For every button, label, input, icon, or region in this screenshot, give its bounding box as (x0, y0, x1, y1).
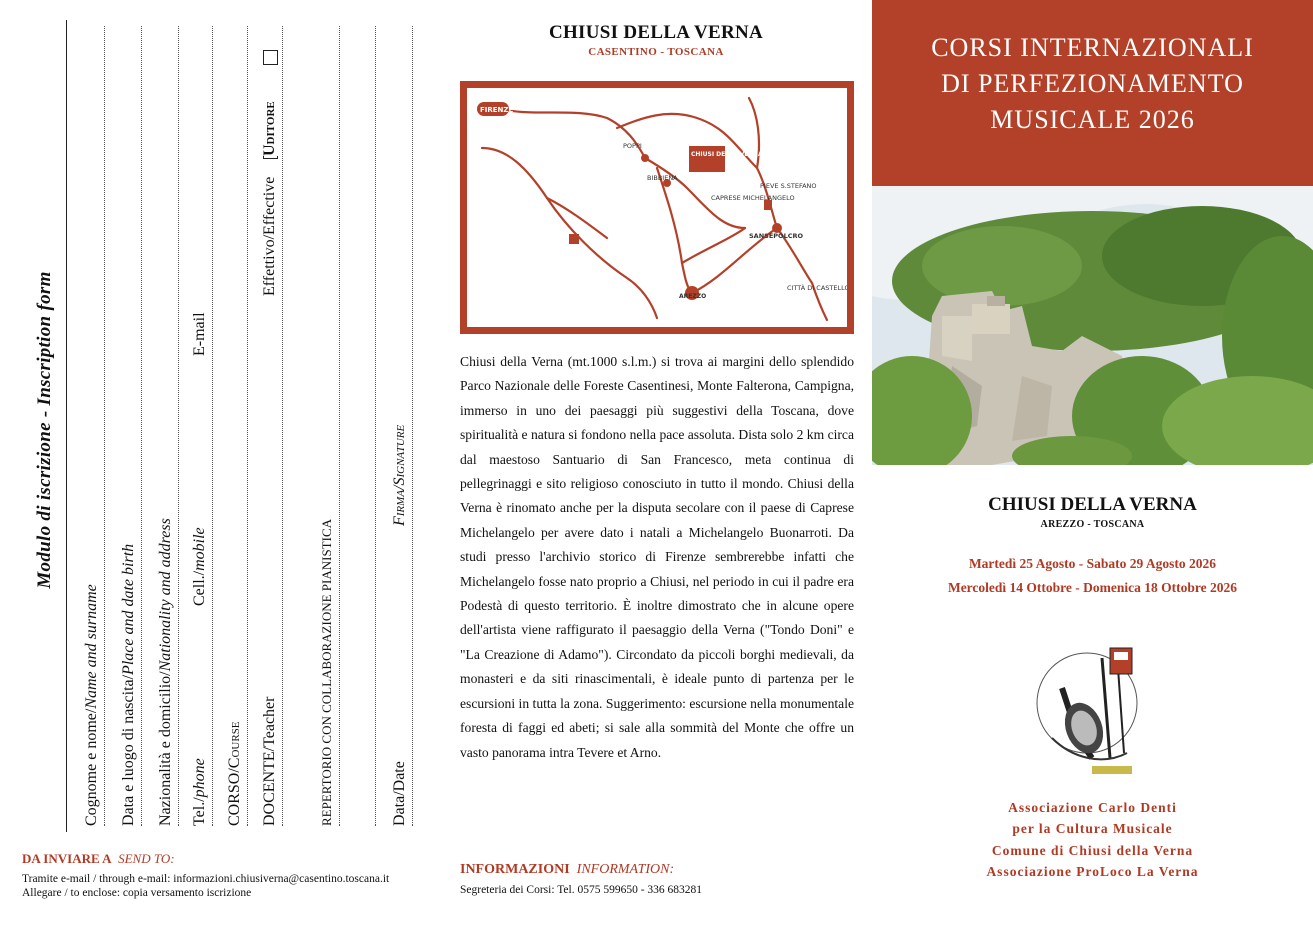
map-label-chiusi: CHIUSI DELLA VERNA (691, 151, 763, 158)
auditor-label: Uditore (261, 101, 278, 156)
road-west (547, 198, 607, 238)
banner-line-2: DI PERFEZIONAMENTO (941, 69, 1244, 98)
road-firenze (507, 110, 645, 158)
road-cross (682, 228, 745, 263)
effective-label: Effettivo/Effective (261, 176, 278, 296)
nationality-field-label-en: Nationality and address (157, 518, 174, 672)
sanctuary-photo (872, 186, 1313, 465)
road-a1 (482, 148, 657, 318)
banner-line-3: MUSICALE 2026 (990, 105, 1195, 134)
banner-line-1: CORSI INTERNAZIONALI (931, 33, 1254, 62)
info-label-en: INFORMATION: (576, 862, 675, 877)
nationality-field[interactable] (154, 26, 179, 826)
send-to-label-en: SEND TO: (118, 851, 175, 866)
send-email-line: Tramite e-mail / through e-mail: informazioni.chiusiverna@casentino.toscana.it (22, 873, 390, 885)
teacher-field[interactable] (258, 26, 283, 826)
cover-banner (872, 0, 1313, 186)
organizer-line-1: Associazione Carlo Denti (1008, 800, 1177, 815)
chiusi-marker (689, 146, 725, 172)
send-to-details (22, 872, 389, 900)
photo-svg (872, 186, 1313, 465)
form-title-divider (66, 20, 67, 832)
date-session-2: Mercoledì 14 Ottobre - Domenica 18 Ottobre 2026 (947, 580, 1238, 595)
auditor-option[interactable] (258, 46, 282, 156)
venue-title: CHIUSI DELLA VERNA (988, 494, 1197, 515)
phone-field[interactable] (188, 26, 213, 826)
logo-svg (1032, 628, 1154, 778)
mobile-field-label-wrap (188, 527, 212, 606)
map-label-poppi: POPPI (623, 142, 642, 150)
location-title: CHIUSI DELLA VERNA (548, 22, 764, 43)
map-label-caprese: CAPRESE MICHELANGELO (711, 194, 795, 202)
road-map (460, 81, 854, 334)
phone-field-label-en: phone (191, 758, 208, 798)
location-description: Chiusi della Verna (mt.1000 s.l.m.) si trova ai margini dello splendido Parco Nazionale delle Foreste Casentinesi, Monte Falterona, Campigna, immerso in uno dei paesaggi più suggestivi della Toscana, dove spiritualità e natura si fondono nella pace assoluta. Dista solo 2 km circa dal maestoso Santuario di San Francesco, meta continua di pellegrinaggi e sito religioso conosciuto in tutto il mondo. Chiusi della Verna è rinomato anche per la disputa secolare con il paese di Caprese Michelangelo per avere dato i natali a Michelangelo Buonarroti. Da studi presso l'archivio storico di Firenze sembrerebbe infatti che Michelangelo fosse nato proprio a Chiusi, nel periodo in cui il padre era Podestà di questo territorio. È inoltre dimostrato che in alcune opere dell'artista viene raffigurato il paesaggio della Verna ("Tondo Doni" e "La Creazione di Adamo"). Circondato da piccoli borghi medievali, da monasteri e da siti rinascimentali, è ideale punto di partenza per le escursioni in tutta la zona. Suggerimento: escursione nella monumentale foresta di faggi ed abeti; si sale alla sommità del Monte che offre un vasto panorama intra Tevere et Arno. (460, 354, 854, 760)
form-title: Modulo di iscrizione - Inscription form (34, 271, 55, 589)
effective-option[interactable] (258, 138, 282, 296)
repertoire-field[interactable] (315, 26, 340, 826)
map-label-arezzo: AREZZO (679, 293, 707, 300)
signature-field-label: Firma/Signature (391, 424, 408, 526)
auditor-checkbox[interactable] (263, 50, 278, 65)
nationality-field-label: Nazionalità e domicilio/ (157, 671, 174, 826)
venue-subtitle: AREZZO - TOSCANA (1040, 519, 1145, 530)
repertoire-field-label: REPERTORIO CON COLLABORAZIONE PIANISTICA (319, 518, 334, 826)
map-label-citta: CITTÀ DI CASTELLO (787, 284, 847, 292)
extra-line[interactable] (351, 26, 376, 826)
teacher-field-label: DOCENTE/Teacher (261, 696, 278, 826)
course-field[interactable] (223, 26, 248, 826)
map-label-bibbiena: BIBBIENA (647, 174, 678, 182)
info-heading (460, 862, 674, 878)
cover-panel (872, 0, 1313, 928)
email-field-label: E-mail (191, 312, 208, 356)
inscription-form (20, 20, 440, 840)
location-subtitle: CASENTINO - TOSCANA (588, 46, 724, 58)
courses-logo (1032, 628, 1154, 778)
name-field[interactable] (80, 26, 105, 826)
map-label-pieve: PIEVE S.STEFANO (760, 182, 817, 190)
inscription-form-panel (0, 0, 440, 928)
birth-field[interactable] (117, 26, 142, 826)
date-field-label: Data/Date (391, 761, 408, 826)
send-attach-line: Allegare / to enclose: copia versamento iscrizione (22, 887, 252, 899)
map-svg (467, 88, 847, 327)
info-phone: Segreteria dei Corsi: Tel. 0575 599650 - 336 683281 (460, 884, 703, 896)
course-field-label: CORSO/Course (226, 721, 243, 826)
name-field-label-en: Name and surname (83, 584, 100, 709)
organizer-line-2: per la Cultura Musicale (1012, 821, 1173, 836)
phone-field-label: Tel./ (191, 797, 208, 826)
date-field[interactable] (388, 26, 413, 826)
organizer-line-3: Comune di Chiusi della Verna (991, 843, 1194, 858)
info-label: INFORMAZIONI (460, 862, 570, 877)
birth-field-label-en: Place and date birth (120, 543, 137, 675)
a1-marker (569, 234, 579, 244)
date-session-1: Martedì 25 Agosto - Sabato 29 Agosto 2026 (968, 556, 1217, 571)
map-label-firenze: FIRENZE (480, 106, 514, 114)
location-panel (440, 0, 872, 928)
birth-field-label: Data e luogo di nascita/ (120, 674, 137, 826)
name-field-label: Cognome e nome/ (83, 708, 100, 826)
mobile-field-label: Cell./ (191, 570, 208, 606)
organizer-line-4: Associazione ProLoco La Verna (986, 864, 1199, 879)
map-label-sansepolcro: SANSEPOLCRO (749, 232, 804, 240)
mobile-field-label-en: mobile (191, 527, 208, 571)
send-to-label: DA INVIARE A (22, 851, 112, 866)
send-to-heading (22, 851, 175, 867)
bibbiena-marker (641, 154, 649, 162)
